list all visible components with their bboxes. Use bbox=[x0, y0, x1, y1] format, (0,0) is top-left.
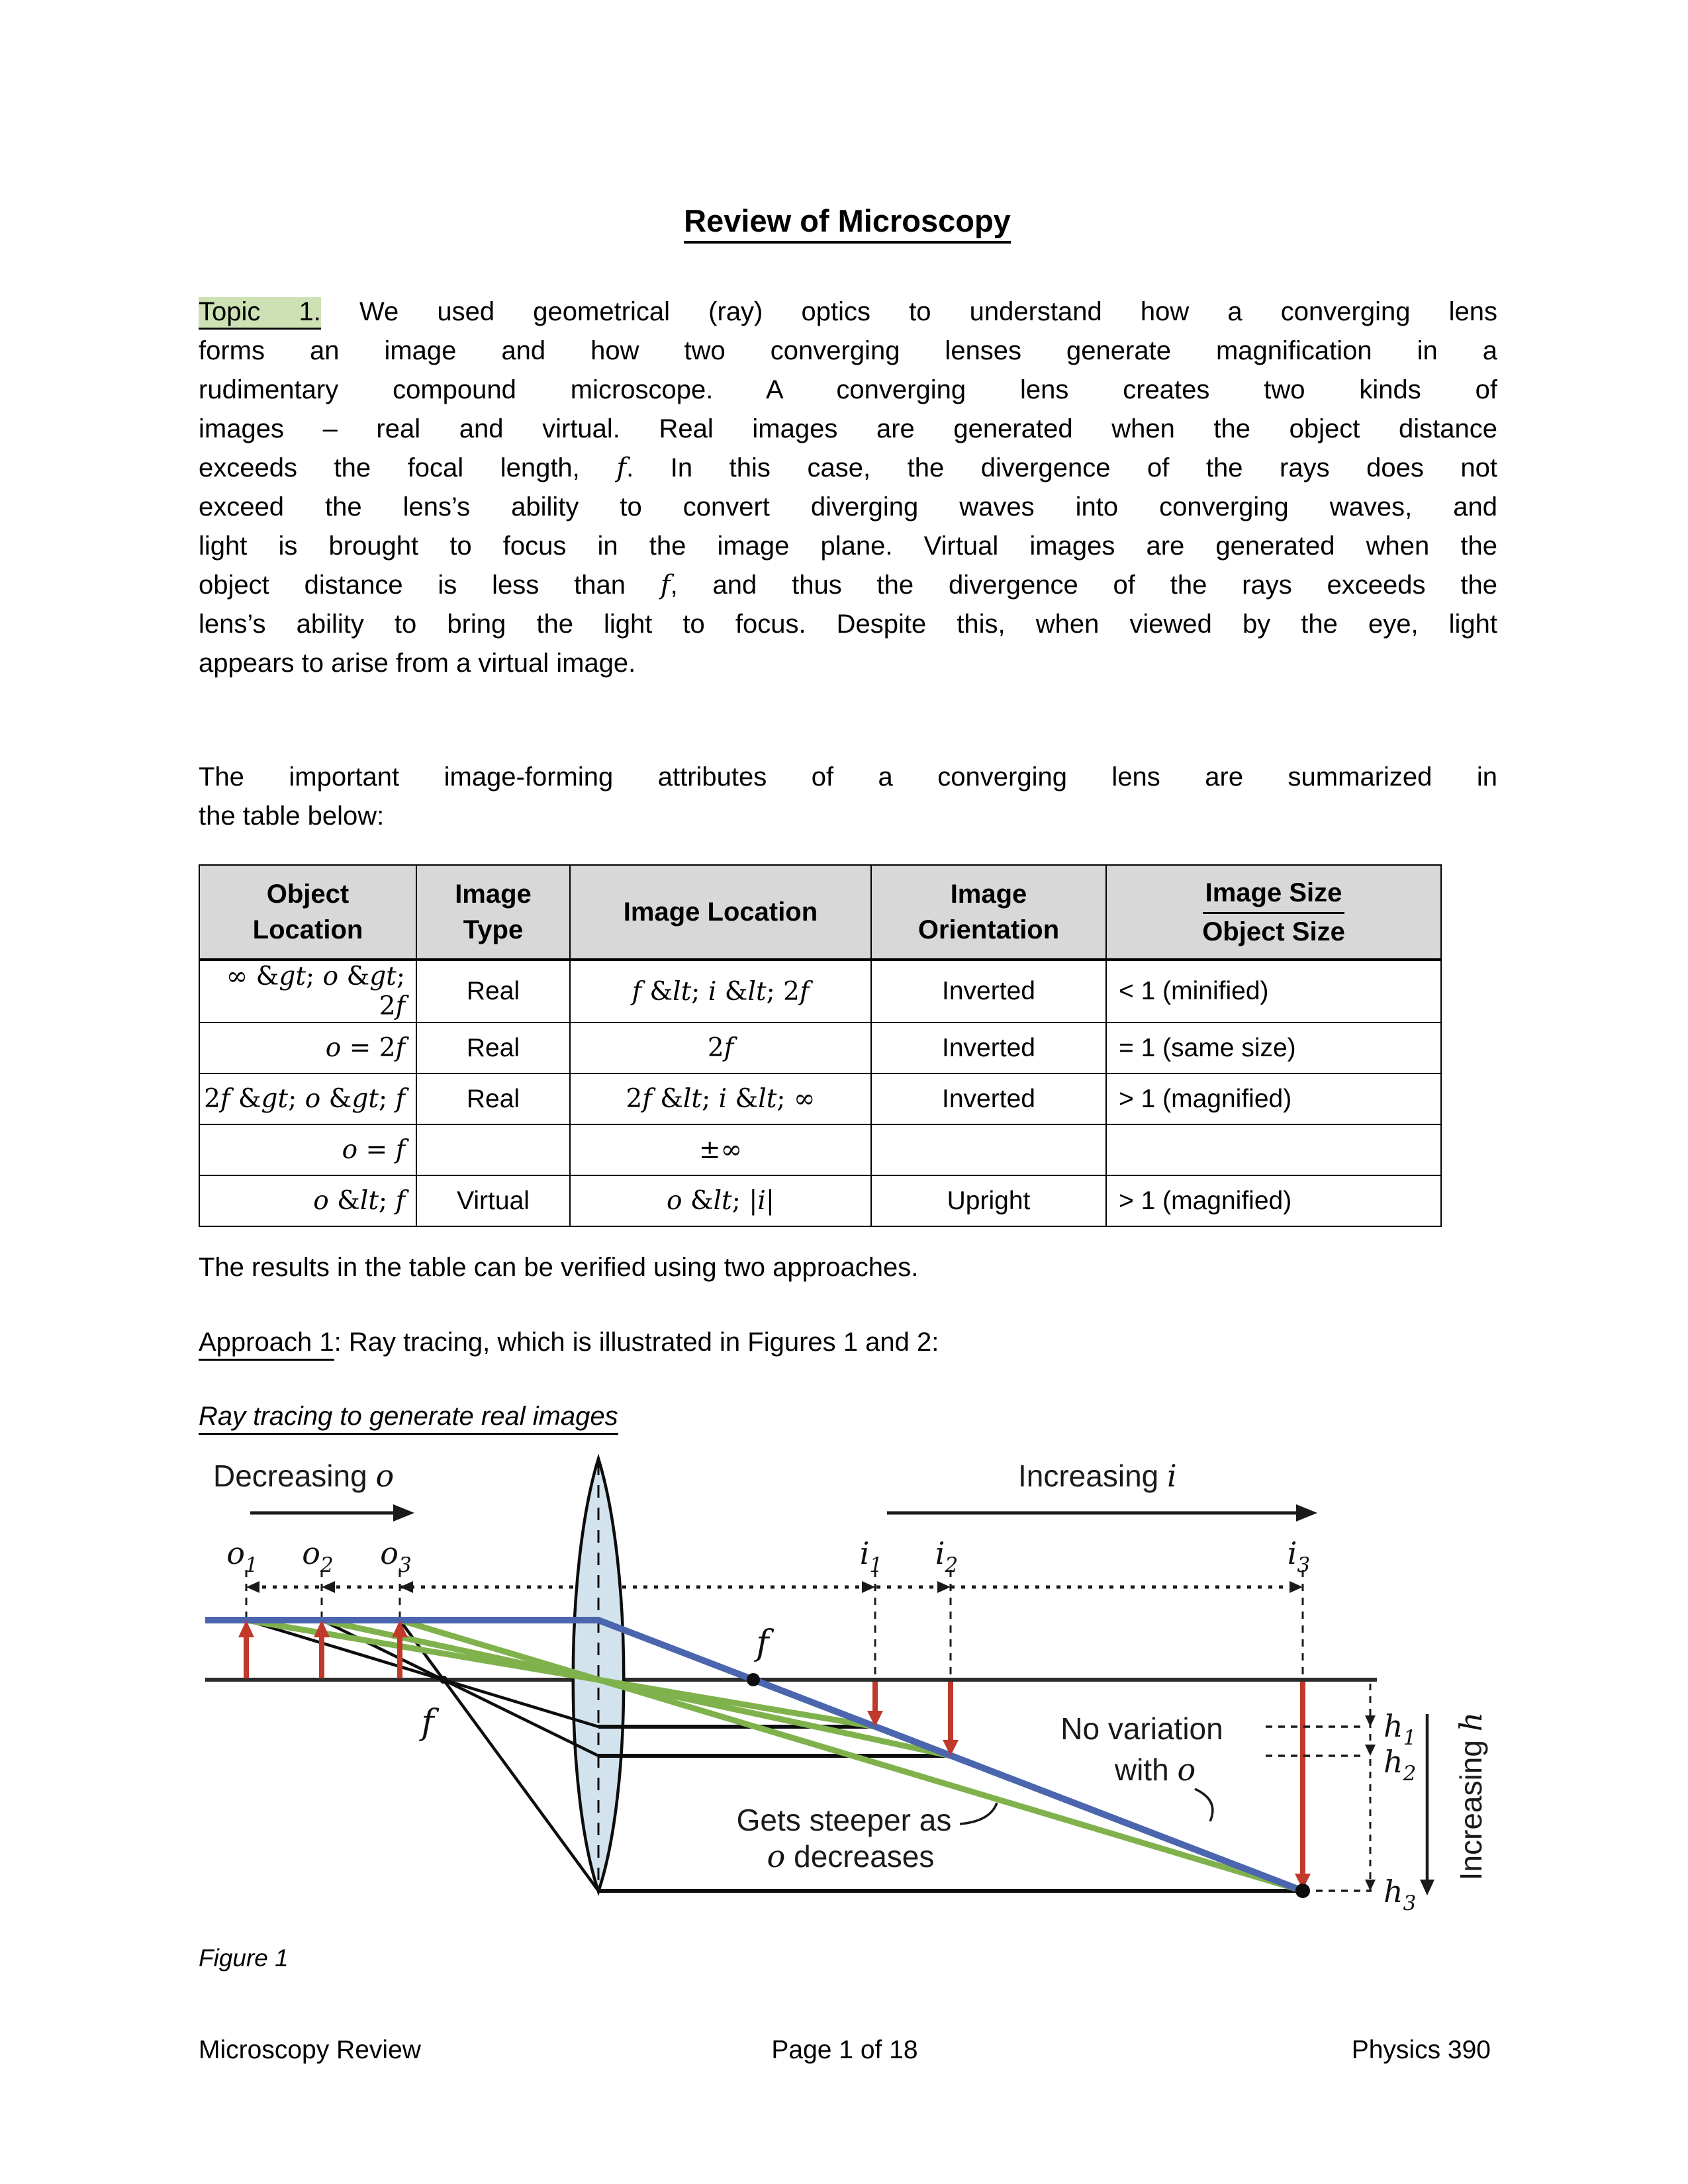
table-cell: Real bbox=[416, 1023, 570, 1073]
ray-tracing-heading bbox=[199, 1402, 1497, 1432]
text-segment: , and thus the divergence of the rays exceeds the bbox=[670, 570, 1497, 600]
text-segment: Approach 1 bbox=[199, 1328, 334, 1361]
text-segment: forms an image and how two converging lenses generate magnification in a bbox=[199, 336, 1497, 365]
paragraph-line bbox=[199, 605, 1497, 644]
h2-label: h2 bbox=[1383, 1744, 1417, 1786]
front-focal-crossing-dot bbox=[440, 1676, 447, 1684]
back-focal-label: f bbox=[756, 1623, 769, 1663]
page-footer bbox=[199, 2036, 1491, 2065]
increasing-h-label: Increasing h bbox=[1453, 1711, 1489, 1881]
front-focal-label: f bbox=[421, 1703, 434, 1743]
text-segment: images – real and virtual. Real images are generated when the object distance bbox=[199, 414, 1497, 443]
text-segment: Topic 1. bbox=[199, 297, 321, 330]
table-cell: o &lt; |i| bbox=[570, 1175, 871, 1226]
table-header-cell: Image Type bbox=[416, 865, 570, 960]
table-cell: Upright bbox=[871, 1175, 1106, 1226]
ray-diagram-svg bbox=[199, 1428, 1503, 1934]
o3-label: o3 bbox=[380, 1535, 412, 1577]
table-row bbox=[199, 1023, 1441, 1073]
paragraph-line bbox=[199, 332, 1497, 371]
image-point-dot bbox=[1295, 1884, 1310, 1898]
table-header-cell: Image Location bbox=[570, 865, 871, 960]
text-segment: exceed the lens’s ability to convert diverging waves into converging waves, and bbox=[199, 492, 1497, 522]
table-cell: 2f &lt; i &lt; ∞ bbox=[570, 1073, 871, 1124]
paragraph-line bbox=[199, 293, 1497, 332]
table-row bbox=[199, 1175, 1441, 1226]
table-cell: > 1 (magnified) bbox=[1106, 1073, 1441, 1124]
table-cell: = 1 (same size) bbox=[1106, 1023, 1441, 1073]
i2-label: i2 bbox=[935, 1535, 959, 1577]
text-segment: f bbox=[616, 453, 627, 483]
no-variation-label-line1: No variation bbox=[1060, 1711, 1223, 1746]
text-segment: rudimentary compound microscope. A converging lens creates two kinds of bbox=[199, 375, 1497, 404]
table-cell: ∞ &gt; o &gt; 2f bbox=[199, 960, 416, 1023]
figure-caption: Figure 1 bbox=[199, 1944, 289, 1972]
increasing-h-arrow bbox=[1420, 1714, 1434, 1895]
paragraph-line bbox=[199, 758, 1497, 797]
table-cell: < 1 (minified) bbox=[1106, 960, 1441, 1023]
table-cell: ±∞ bbox=[570, 1124, 871, 1175]
text-segment: f bbox=[660, 570, 671, 600]
table-cell: o &lt; f bbox=[199, 1175, 416, 1226]
back-focal-point-dot bbox=[747, 1673, 760, 1686]
table-cell bbox=[1106, 1124, 1441, 1175]
table-row bbox=[199, 1073, 1441, 1124]
increasing-i-label: Increasing i bbox=[1018, 1458, 1177, 1494]
distance-measure-line bbox=[246, 1581, 1303, 1593]
text-segment: The important image-forming attributes of a converging lens are summarized in bbox=[199, 762, 1497, 792]
footer-page-number: Page 1 of 18 bbox=[771, 2036, 918, 2064]
text-segment: the table below: bbox=[199, 801, 385, 831]
gets-steeper-label-line2: o decreases bbox=[767, 1839, 935, 1874]
paragraph-line bbox=[199, 410, 1497, 449]
text-segment: : Ray tracing, which is illustrated in Figures 1 and 2: bbox=[334, 1328, 939, 1357]
table-header-cell: Image Size Object Size bbox=[1106, 865, 1441, 960]
table-header-cell: Object Location bbox=[199, 865, 416, 960]
no-variation-leader-curve bbox=[1195, 1789, 1213, 1821]
decreasing-o-label: Decreasing o bbox=[213, 1458, 395, 1494]
results-note bbox=[199, 1253, 1497, 1283]
fraction-numerator: Image Size bbox=[1203, 875, 1345, 914]
text-segment: appears to arise from a virtual image. bbox=[199, 649, 636, 678]
figure-1-ray-diagram bbox=[199, 1428, 1503, 1934]
text-segment: . In this case, the divergence of the rays does not bbox=[626, 453, 1497, 482]
table-cell: Real bbox=[416, 1073, 570, 1124]
page-title-text: Review of Microscopy bbox=[684, 203, 1011, 244]
no-variation-label-line2: with o bbox=[1114, 1752, 1196, 1788]
i1-label: i1 bbox=[859, 1535, 883, 1577]
paragraph-line bbox=[199, 371, 1497, 410]
table-cell: f &lt; i &lt; 2f bbox=[570, 960, 871, 1023]
o1-label: o1 bbox=[226, 1535, 258, 1577]
paragraph-line bbox=[199, 488, 1497, 527]
table-cell: Inverted bbox=[871, 1023, 1106, 1073]
text-segment: light is brought to focus in the image plane. Virtual images are generated when the bbox=[199, 531, 1497, 561]
lens-image-table bbox=[199, 864, 1442, 1227]
approach-1-heading bbox=[199, 1328, 1497, 1357]
table-row bbox=[199, 1124, 1441, 1175]
paragraph-line bbox=[199, 566, 1497, 605]
paragraph-line bbox=[199, 449, 1497, 488]
table-cell bbox=[416, 1124, 570, 1175]
table-cell: Inverted bbox=[871, 960, 1106, 1023]
table-intro-paragraph bbox=[199, 758, 1497, 836]
gets-steeper-leader-curve bbox=[960, 1803, 997, 1824]
footer-doc-name: Microscopy Review bbox=[199, 2036, 421, 2064]
gets-steeper-label-line1: Gets steeper as bbox=[736, 1803, 952, 1837]
table-cell: 2f bbox=[570, 1023, 871, 1073]
o2-label: o2 bbox=[302, 1535, 334, 1577]
text-segment: Ray tracing to generate real images bbox=[199, 1402, 618, 1435]
text-segment: The results in the table can be verified using two approaches. bbox=[199, 1253, 919, 1282]
footer-course: Physics 390 bbox=[1351, 2036, 1491, 2064]
h-measure-lines bbox=[1266, 1684, 1372, 1891]
table-cell: 2f &gt; o &gt; f bbox=[199, 1073, 416, 1124]
table-cell: o = f bbox=[199, 1124, 416, 1175]
paragraph-line bbox=[199, 797, 1497, 836]
table-cell: Virtual bbox=[416, 1175, 570, 1226]
h3-label: h3 bbox=[1383, 1874, 1417, 1915]
increasing-i-arrow bbox=[887, 1504, 1317, 1522]
text-segment: exceeds the focal length, bbox=[199, 453, 617, 482]
table-cell: Inverted bbox=[871, 1073, 1106, 1124]
text-segment: lens’s ability to bring the light to focus. Despite this, when viewed by the eye, light bbox=[199, 610, 1497, 639]
table-cell: > 1 (magnified) bbox=[1106, 1175, 1441, 1226]
table-row bbox=[199, 960, 1441, 1023]
h1-label: h1 bbox=[1383, 1708, 1417, 1750]
text-segment: We used geometrical (ray) optics to understand how a converging lens bbox=[320, 297, 1497, 326]
i3-label: i3 bbox=[1287, 1535, 1311, 1577]
paragraph-line bbox=[199, 644, 1497, 683]
paragraph-line bbox=[199, 527, 1497, 566]
page-title bbox=[199, 203, 1496, 239]
decreasing-o-arrow bbox=[250, 1504, 414, 1522]
text-segment: object distance is less than bbox=[199, 570, 661, 600]
table-header-cell: Image Orientation bbox=[871, 865, 1106, 960]
table-cell: Real bbox=[416, 960, 570, 1023]
table-header-row bbox=[199, 865, 1441, 960]
table-cell bbox=[871, 1124, 1106, 1175]
intro-paragraph bbox=[199, 293, 1497, 683]
table-cell: o = 2f bbox=[199, 1023, 416, 1073]
